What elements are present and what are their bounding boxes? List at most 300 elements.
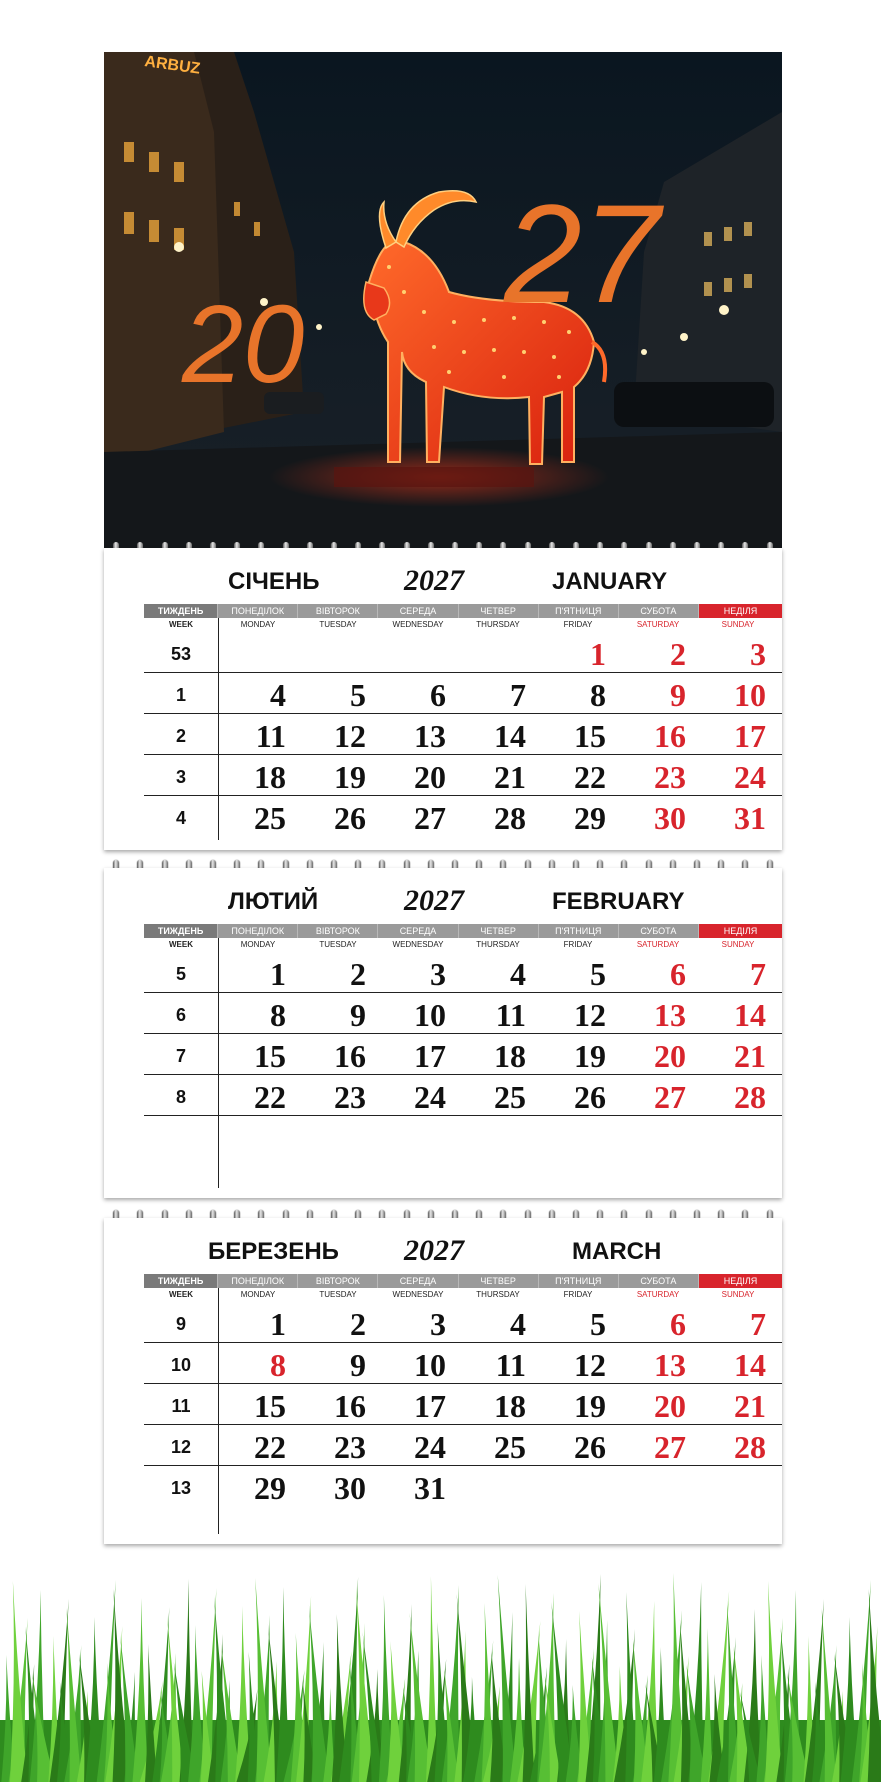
day-cell[interactable] <box>618 952 698 992</box>
weekday-header-en: TUESDAY <box>319 940 357 949</box>
day-number: 16 <box>334 1388 366 1424</box>
day-cell[interactable] <box>218 1302 298 1342</box>
month-header <box>104 548 782 604</box>
day-cell[interactable] <box>618 755 698 795</box>
day-number: 15 <box>254 1038 286 1074</box>
calendar-grid <box>144 1302 782 1506</box>
day-cell[interactable] <box>378 796 458 836</box>
day-number: 21 <box>494 759 526 795</box>
day-number: 27 <box>414 800 446 836</box>
month-header <box>104 1218 782 1274</box>
day-number: 14 <box>734 1347 766 1383</box>
day-number: 2 <box>350 1306 366 1342</box>
month-name-en: FEBRUARY <box>552 888 685 915</box>
day-cell[interactable] <box>618 993 698 1033</box>
week-header-en: WEEK <box>169 940 193 949</box>
weekday-header-ua: ПОНЕДІЛОК <box>217 1274 297 1288</box>
day-cell[interactable] <box>618 796 698 836</box>
day-cell[interactable] <box>298 673 378 713</box>
day-cell[interactable] <box>218 1034 298 1074</box>
hero-sign-text: ARBUZ <box>143 53 202 78</box>
day-cell <box>298 632 378 672</box>
day-cell[interactable] <box>218 993 298 1033</box>
weekday-header-en: FRIDAY <box>563 1290 593 1299</box>
week-header-en: WEEK <box>169 620 193 629</box>
week-number: 3 <box>175 767 186 787</box>
day-cell[interactable] <box>698 673 778 713</box>
week-row <box>144 1466 782 1506</box>
day-number: 29 <box>574 800 606 836</box>
weekday-header-ua: НЕДІЛЯ <box>698 1274 782 1288</box>
day-cell <box>378 632 458 672</box>
day-cell <box>538 1466 618 1506</box>
weekday-header-ua: ПОНЕДІЛОК <box>217 924 297 938</box>
day-cell[interactable] <box>698 714 778 754</box>
day-number: 22 <box>254 1429 286 1465</box>
day-number: 19 <box>574 1038 606 1074</box>
week-row <box>144 952 782 993</box>
weekday-header-en: TUESDAY <box>319 1290 357 1299</box>
day-cell[interactable] <box>618 673 698 713</box>
day-cell[interactable] <box>538 1384 618 1424</box>
day-cell[interactable] <box>458 1425 538 1465</box>
hero-year-right: 27 <box>504 175 660 332</box>
weekday-header-en: FRIDAY <box>563 620 593 629</box>
weekday-header-en: SATURDAY <box>636 1290 680 1299</box>
week-row <box>144 673 782 714</box>
week-number: 6 <box>175 1005 186 1025</box>
hero-year-left: 20 <box>182 283 305 406</box>
day-number: 1 <box>270 1306 286 1342</box>
day-cell[interactable] <box>298 993 378 1033</box>
day-number: 21 <box>734 1038 766 1074</box>
day-number: 27 <box>654 1429 686 1465</box>
day-number: 15 <box>254 1388 286 1424</box>
day-cell[interactable] <box>298 755 378 795</box>
day-number: 27 <box>654 1079 686 1115</box>
weekday-header-ua: ВІВТОРОК <box>297 924 377 938</box>
day-cell <box>698 1466 778 1506</box>
day-number: 21 <box>734 1388 766 1424</box>
day-number: 28 <box>734 1429 766 1465</box>
day-number: 3 <box>750 636 766 672</box>
day-cell[interactable] <box>698 755 778 795</box>
week-row <box>144 755 782 796</box>
day-cell[interactable] <box>458 714 538 754</box>
weekday-header-ua: П'ЯТНИЦЯ <box>538 604 618 618</box>
week-header-en: WEEK <box>169 1290 193 1299</box>
week-row <box>144 1034 782 1075</box>
day-number: 2 <box>670 636 686 672</box>
week-row <box>144 632 782 673</box>
day-number: 1 <box>590 636 606 672</box>
day-number: 7 <box>750 1306 766 1342</box>
day-number: 17 <box>734 718 766 754</box>
month-name-ua: ЛЮТИЙ <box>228 888 319 915</box>
day-cell[interactable] <box>378 1425 458 1465</box>
day-number: 23 <box>334 1079 366 1115</box>
day-number: 5 <box>590 956 606 992</box>
day-cell[interactable] <box>698 952 778 992</box>
day-number: 1 <box>270 956 286 992</box>
day-number: 18 <box>254 759 286 795</box>
day-cell[interactable] <box>698 1384 778 1424</box>
weekday-header-en: THURSDAY <box>476 1290 520 1299</box>
day-cell <box>538 1116 618 1156</box>
day-cell[interactable] <box>378 1034 458 1074</box>
weekday-header-bar <box>144 924 782 938</box>
day-cell[interactable] <box>458 755 538 795</box>
day-cell[interactable] <box>618 1425 698 1465</box>
day-cell[interactable] <box>458 796 538 836</box>
week-number: 53 <box>170 644 192 664</box>
day-number: 8 <box>270 997 286 1033</box>
day-cell[interactable] <box>618 714 698 754</box>
day-cell[interactable] <box>618 1384 698 1424</box>
day-number: 25 <box>494 1429 526 1465</box>
weekday-header-bar <box>144 604 782 618</box>
weekday-header-ua: ПОНЕДІЛОК <box>217 604 297 618</box>
weekday-header-ua: СЕРЕДА <box>377 1274 457 1288</box>
calendar-grid <box>144 632 782 836</box>
weekday-header-en: SATURDAY <box>636 940 680 949</box>
day-cell[interactable] <box>538 1425 618 1465</box>
day-cell[interactable] <box>218 952 298 992</box>
weekday-header-ua: НЕДІЛЯ <box>698 604 782 618</box>
day-number: 20 <box>654 1038 686 1074</box>
day-number: 5 <box>350 677 366 713</box>
day-cell[interactable] <box>298 952 378 992</box>
weekday-header-ua: СУБОТА <box>618 604 698 618</box>
day-number: 31 <box>414 1470 446 1506</box>
day-cell[interactable] <box>378 1466 458 1506</box>
weekday-header-ua: ВІВТОРОК <box>297 1274 377 1288</box>
day-cell[interactable] <box>218 1466 298 1506</box>
day-number: 10 <box>414 1347 446 1383</box>
day-cell[interactable] <box>298 1425 378 1465</box>
week-number: 10 <box>170 1355 192 1375</box>
month-block-february <box>104 868 782 1198</box>
day-cell[interactable] <box>378 1343 458 1383</box>
month-year: 2027 <box>404 884 464 917</box>
day-cell[interactable] <box>218 714 298 754</box>
day-cell[interactable] <box>538 755 618 795</box>
day-number: 13 <box>654 1347 686 1383</box>
week-row <box>144 1075 782 1116</box>
day-cell[interactable] <box>298 1075 378 1115</box>
day-cell[interactable] <box>378 714 458 754</box>
week-number: 7 <box>175 1046 186 1066</box>
week-number: 8 <box>175 1087 186 1107</box>
day-cell[interactable] <box>378 1384 458 1424</box>
week-number: 1 <box>175 685 186 705</box>
day-cell[interactable] <box>618 632 698 672</box>
day-cell[interactable] <box>538 1075 618 1115</box>
weekday-header-ua: СУБОТА <box>618 924 698 938</box>
day-cell <box>458 1466 538 1506</box>
day-number: 4 <box>510 1306 526 1342</box>
day-cell[interactable] <box>218 1075 298 1115</box>
weekday-header-ua: НЕДІЛЯ <box>698 924 782 938</box>
day-cell[interactable] <box>458 1034 538 1074</box>
day-number: 16 <box>334 1038 366 1074</box>
day-cell <box>378 1116 458 1156</box>
day-number: 12 <box>334 718 366 754</box>
day-number: 14 <box>734 997 766 1033</box>
day-number: 2 <box>350 956 366 992</box>
week-number: 4 <box>175 808 186 828</box>
weekday-header-en-row <box>144 1288 782 1302</box>
day-cell[interactable] <box>298 714 378 754</box>
day-number: 22 <box>574 759 606 795</box>
day-cell <box>698 1116 778 1156</box>
day-number: 24 <box>734 759 766 795</box>
day-cell[interactable] <box>298 1034 378 1074</box>
day-number: 28 <box>494 800 526 836</box>
day-number: 6 <box>670 1306 686 1342</box>
day-cell[interactable] <box>218 1425 298 1465</box>
day-cell[interactable] <box>298 1384 378 1424</box>
weekday-header-ua: ЧЕТВЕР <box>458 924 538 938</box>
day-cell[interactable] <box>538 1343 618 1383</box>
day-number: 19 <box>334 759 366 795</box>
day-cell[interactable] <box>698 993 778 1033</box>
week-row <box>144 1425 782 1466</box>
weekday-header-en: MONDAY <box>240 940 276 949</box>
weekday-header-en: TUESDAY <box>319 620 357 629</box>
weekday-header-ua: П'ЯТНИЦЯ <box>538 924 618 938</box>
weekday-header-en: SUNDAY <box>721 940 755 949</box>
day-cell[interactable] <box>458 1384 538 1424</box>
day-number: 11 <box>255 718 286 754</box>
day-cell[interactable] <box>698 1302 778 1342</box>
day-cell[interactable] <box>538 993 618 1033</box>
grass-decoration <box>0 1520 881 1782</box>
weekday-header-ua: П'ЯТНИЦЯ <box>538 1274 618 1288</box>
day-number: 8 <box>590 677 606 713</box>
weekday-header-en: SUNDAY <box>721 1290 755 1299</box>
day-number: 9 <box>670 677 686 713</box>
day-cell[interactable] <box>618 1034 698 1074</box>
day-number: 17 <box>414 1388 446 1424</box>
day-number: 12 <box>574 997 606 1033</box>
calendar-grid <box>144 952 782 1156</box>
week-row <box>144 1302 782 1343</box>
day-number: 13 <box>414 718 446 754</box>
day-cell[interactable] <box>298 796 378 836</box>
day-number: 18 <box>494 1388 526 1424</box>
week-row <box>144 1343 782 1384</box>
day-cell[interactable] <box>538 632 618 672</box>
weekday-header-ua: СЕРЕДА <box>377 924 457 938</box>
month-name-ua: СІЧЕНЬ <box>228 568 320 595</box>
weekday-header-en: FRIDAY <box>563 940 593 949</box>
day-number: 3 <box>430 956 446 992</box>
day-cell[interactable] <box>378 1302 458 1342</box>
day-cell[interactable] <box>458 993 538 1033</box>
weekday-header-en-row <box>144 938 782 952</box>
day-cell[interactable] <box>618 1343 698 1383</box>
month-block-january <box>104 548 782 850</box>
day-cell[interactable] <box>218 673 298 713</box>
weekday-header-en: MONDAY <box>240 1290 276 1299</box>
week-row <box>144 993 782 1034</box>
week-row <box>144 796 782 836</box>
day-cell[interactable] <box>298 1302 378 1342</box>
day-cell[interactable] <box>538 796 618 836</box>
week-header: ТИЖДЕНЬ <box>144 604 217 618</box>
day-cell[interactable] <box>698 632 778 672</box>
week-number: 13 <box>170 1478 192 1498</box>
weekday-header-en: WEDNESDAY <box>392 1290 444 1299</box>
day-cell[interactable] <box>698 796 778 836</box>
week-number: 5 <box>175 964 186 984</box>
day-number: 23 <box>334 1429 366 1465</box>
day-number: 10 <box>414 997 446 1033</box>
week-number: 9 <box>175 1314 186 1334</box>
day-number: 25 <box>494 1079 526 1115</box>
week-header: ТИЖДЕНЬ <box>144 924 217 938</box>
day-number: 8 <box>270 1347 286 1383</box>
day-cell[interactable] <box>698 1343 778 1383</box>
day-number: 30 <box>334 1470 366 1506</box>
day-cell <box>218 632 298 672</box>
day-cell[interactable] <box>458 952 538 992</box>
week-row <box>144 1116 782 1156</box>
month-name-en: MARCH <box>572 1238 662 1265</box>
day-number: 10 <box>734 677 766 713</box>
month-block-march <box>104 1218 782 1544</box>
weekday-header-ua: СУБОТА <box>618 1274 698 1288</box>
day-number: 17 <box>414 1038 446 1074</box>
day-cell[interactable] <box>538 1302 618 1342</box>
day-cell[interactable] <box>298 1343 378 1383</box>
day-number: 22 <box>254 1079 286 1115</box>
day-number: 5 <box>590 1306 606 1342</box>
weekday-header-en: THURSDAY <box>476 620 520 629</box>
day-cell <box>218 1116 298 1156</box>
day-number: 16 <box>654 718 686 754</box>
day-cell[interactable] <box>458 673 538 713</box>
weekday-header-en: SUNDAY <box>721 620 755 629</box>
day-number: 3 <box>430 1306 446 1342</box>
weekday-header-en-row <box>144 618 782 632</box>
day-cell[interactable] <box>378 1075 458 1115</box>
day-cell[interactable] <box>538 952 618 992</box>
week-row <box>144 714 782 755</box>
day-cell[interactable] <box>618 1302 698 1342</box>
weekday-header-ua: СЕРЕДА <box>377 604 457 618</box>
week-row <box>144 1384 782 1425</box>
day-cell <box>618 1116 698 1156</box>
month-name-en: JANUARY <box>552 568 668 595</box>
week-number: 12 <box>170 1437 192 1457</box>
month-name-ua: БЕРЕЗЕНЬ <box>208 1238 339 1265</box>
day-cell[interactable] <box>218 755 298 795</box>
weekday-header-ua: ЧЕТВЕР <box>458 604 538 618</box>
day-number: 24 <box>414 1429 446 1465</box>
day-number: 30 <box>654 800 686 836</box>
day-number: 26 <box>574 1079 606 1115</box>
weekday-header-ua: ВІВТОРОК <box>297 604 377 618</box>
day-number: 7 <box>510 677 526 713</box>
day-number: 25 <box>254 800 286 836</box>
day-number: 14 <box>494 718 526 754</box>
day-cell[interactable] <box>618 1075 698 1115</box>
day-number: 6 <box>430 677 446 713</box>
month-header <box>104 868 782 924</box>
day-cell[interactable] <box>218 1343 298 1383</box>
day-number: 18 <box>494 1038 526 1074</box>
day-cell[interactable] <box>458 1075 538 1115</box>
day-number: 26 <box>334 800 366 836</box>
day-number: 23 <box>654 759 686 795</box>
day-cell[interactable] <box>698 1425 778 1465</box>
day-number: 4 <box>270 677 286 713</box>
day-number: 24 <box>414 1079 446 1115</box>
day-number: 28 <box>734 1079 766 1115</box>
day-cell[interactable] <box>378 673 458 713</box>
day-cell[interactable] <box>298 1466 378 1506</box>
day-cell[interactable] <box>378 755 458 795</box>
day-cell[interactable] <box>698 1075 778 1115</box>
weekday-header-en: SATURDAY <box>636 620 680 629</box>
month-year: 2027 <box>404 1234 464 1267</box>
day-cell[interactable] <box>698 1034 778 1074</box>
day-number: 15 <box>574 718 606 754</box>
day-number: 4 <box>510 956 526 992</box>
week-number: 2 <box>175 726 186 746</box>
day-number: 11 <box>495 1347 526 1383</box>
day-number: 20 <box>654 1388 686 1424</box>
weekday-header-ua: ЧЕТВЕР <box>458 1274 538 1288</box>
day-cell[interactable] <box>378 993 458 1033</box>
day-cell[interactable] <box>458 1343 538 1383</box>
day-number: 31 <box>734 800 766 836</box>
day-cell[interactable] <box>538 714 618 754</box>
weekday-header-en: WEDNESDAY <box>392 620 444 629</box>
day-cell[interactable] <box>538 1034 618 1074</box>
day-cell[interactable] <box>538 673 618 713</box>
day-cell <box>458 632 538 672</box>
day-cell <box>298 1116 378 1156</box>
day-number: 29 <box>254 1470 286 1506</box>
day-number: 13 <box>654 997 686 1033</box>
day-cell <box>618 1466 698 1506</box>
day-cell <box>458 1116 538 1156</box>
day-number: 19 <box>574 1388 606 1424</box>
day-cell[interactable] <box>218 796 298 836</box>
weekday-header-en: WEDNESDAY <box>392 940 444 949</box>
month-year: 2027 <box>404 564 464 597</box>
day-number: 9 <box>350 1347 366 1383</box>
day-number: 11 <box>495 997 526 1033</box>
day-cell[interactable] <box>378 952 458 992</box>
weekday-header-en: THURSDAY <box>476 940 520 949</box>
day-cell[interactable] <box>218 1384 298 1424</box>
day-number: 12 <box>574 1347 606 1383</box>
day-number: 26 <box>574 1429 606 1465</box>
weekday-header-en: MONDAY <box>240 620 276 629</box>
day-number: 7 <box>750 956 766 992</box>
day-number: 9 <box>350 997 366 1033</box>
week-header: ТИЖДЕНЬ <box>144 1274 217 1288</box>
day-cell[interactable] <box>458 1302 538 1342</box>
weekday-header-bar <box>144 1274 782 1288</box>
day-number: 6 <box>670 956 686 992</box>
week-number: 11 <box>171 1396 191 1416</box>
day-number: 20 <box>414 759 446 795</box>
